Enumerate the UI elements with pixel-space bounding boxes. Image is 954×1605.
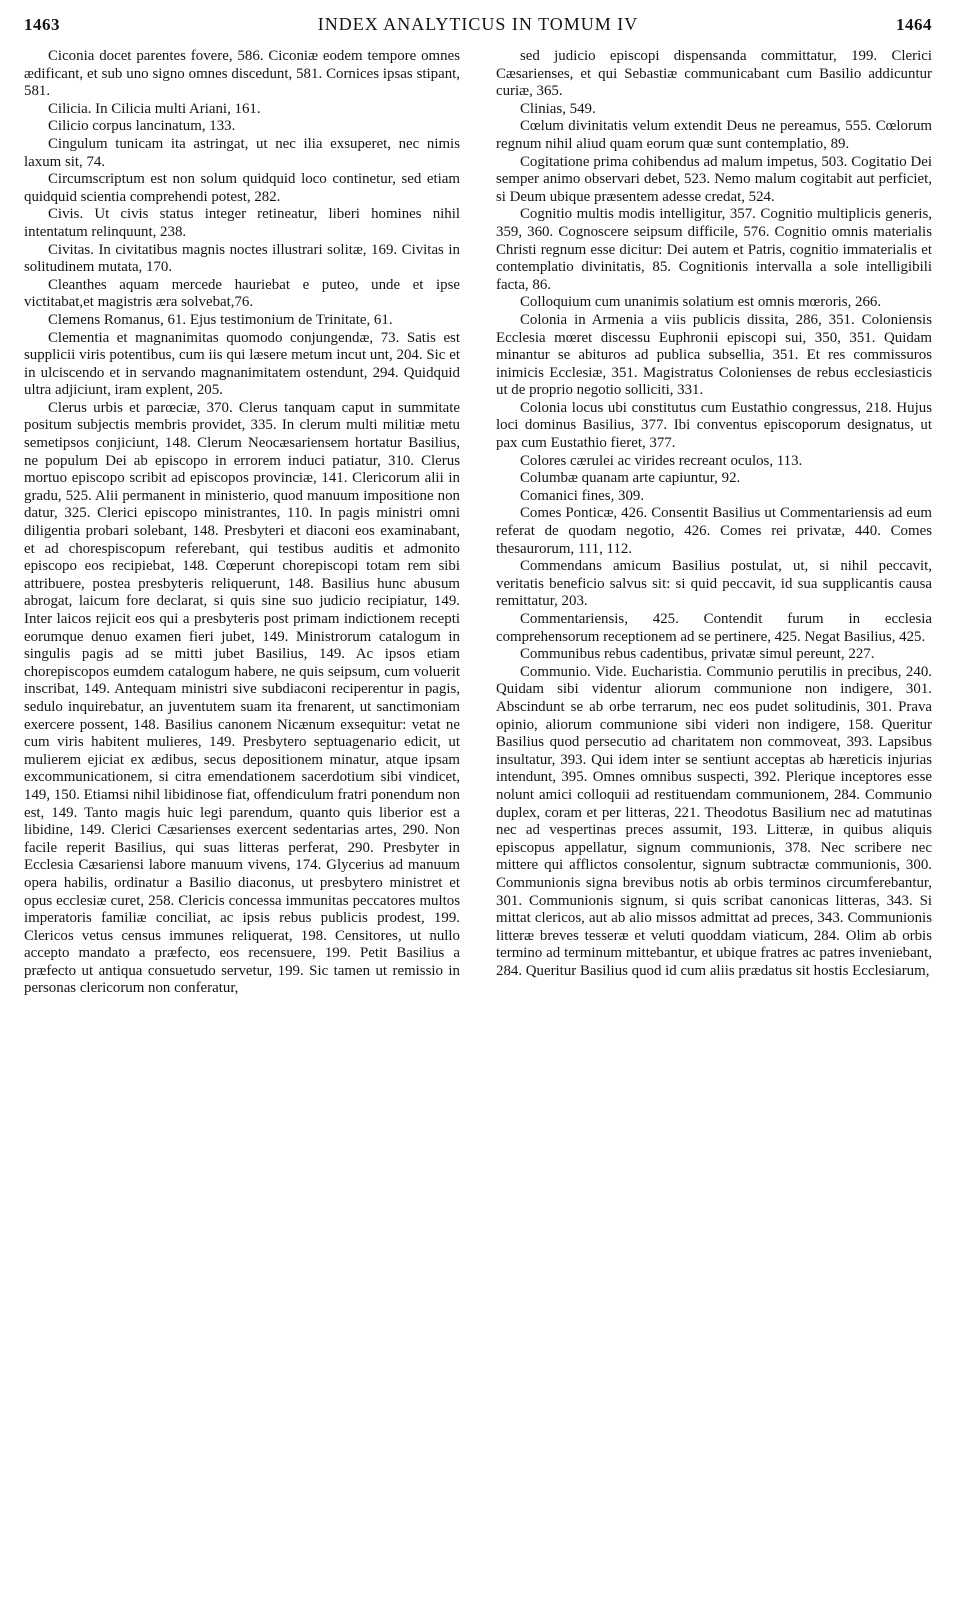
- index-entry: Cogitatione prima cohibendus ad malum impetus, 503. Cogitatio Dei semper animo observari debet, 523. Nemo malum cogitabit aut perficiet, si Deum ubique præsentem adesse credat, 524.: [496, 153, 932, 205]
- index-entry: Clinias, 549.: [520, 100, 596, 117]
- index-entry: Circumscriptum est non solum quidquid loco continetur, sed etiam quidquid scientia comprehendi potest, 282.: [24, 171, 460, 205]
- index-entry: Cingulum tunicam ita astringat, ut nec ilia exsuperet, nec nimis laxum sit, 74.: [24, 135, 460, 170]
- index-entry: Cilicia. In Cilicia multi Ariani, 161.: [48, 100, 261, 117]
- index-entry: Communio. Vide. Eucharistia. Communio perutilis in precibus, 240. Quidam sibi videntur aliorum communione non indigere, 301. Abscindunt se ab orbe terrarum, nec eos pudet solitudinis, 301. Prava opinio, aliorum communione sibi videri non indigere, 158. Queritur Basilius quod persecutio ad charitatem non commoveat, 393. Lapsibus insultatur, 393. Qui idem inter se sentiunt acceptas ab hæreticis injurias intendunt, 395. Omnes omnibus suspecti, 392. Plerique inceptores esse nolunt amici colloquii ad restituendam communionem, 284. Communio duplex, coram et per litteras, 221. Theodotus Basilium nec ad matutinas nec ad vespertinas preces assumit, 193. Litteræ, in quibus aliquis episcopus appellatur, signum communionis, 378. Nec scribere nec mittere qui afflictos consolentur, signum subtractæ communionis, 300. Communionis signa brevibus notis ab orbis terminos circumferebantur, 301. Communionis signum, si quis scribat canonicas litteras, 343. Si mittat clericos, aut ab alio missos admittat ad preces, 343. Communionis litteræ breves tesseræ et veluti quoddam viaticum, 284. Olim ab orbis termino ad terminum mittebantur, et ubique fratres ac patres inveniebant, 284. Queritur Basilius quod id cum aliis prædatus sit hostis Ecclesiarum,: [496, 663, 932, 979]
- index-entry: Communibus rebus cadentibus, privatæ simul pereunt, 227.: [520, 646, 875, 663]
- index-columns: [24, 48, 932, 998]
- index-entry: Cilicio corpus lancinatum, 133.: [48, 118, 236, 135]
- index-entry: Clemens Romanus, 61. Ejus testimonium de Trinitate, 61.: [48, 311, 393, 328]
- right-column: [496, 48, 932, 998]
- index-entry: Cognitio multis modis intelligitur, 357. Cognitio multiplicis generis, 359, 360. Cognoscere seipsum difficile, 576. Cognitio omnis materialis Christi regnum esse dicitur: Dei autem et Patris, cognitio immaterialis et contemplatio divinitatis, 85. Cognitionis intervalla a sole intelligibili facta, 86.: [496, 206, 932, 293]
- index-entry: Cleanthes aquam mercede hauriebat e puteo, unde et ipse victitabat,et magistris æra solvebat,76.: [24, 276, 460, 311]
- page-number-left: 1463: [24, 15, 60, 34]
- index-entry: Comanici fines, 309.: [520, 487, 645, 504]
- index-entry: Colonia in Armenia a viis publicis dissita, 286, 351. Coloniensis Ecclesia mœret discessu Euphronii episcopi sui, 350, 351. Quidam minantur se abituros ad publica subsellia, 351. Et res commissuros inimicis Ecclesiæ, 351. Magistratus Colonienses de rebus ecclesiasticis ut de proprio negotio solliciti, 331.: [496, 311, 932, 399]
- running-title: INDEX ANALYTICUS IN TOMUM IV: [317, 14, 639, 34]
- index-entry: Cœlum divinitatis velum extendit Deus ne pereamus, 555. Cœlorum regnum nihil aliud quam eorum quæ sunt contemplatio, 89.: [496, 118, 932, 152]
- index-entry: Ciconia docet parentes fovere, 586. Ciconiæ eodem tempore omnes ædificant, et sub uno signo omnes discedunt, 581. Cornices ipsas stipant, 581.: [24, 48, 460, 100]
- index-entry: Comes Ponticæ, 426. Consentit Basilius ut Commentariensis ad eum referat de quodam negotio, 426. Comes rei privatæ, 440. Comes thesaurorum, 111, 112.: [496, 505, 932, 557]
- left-column: [24, 48, 460, 998]
- index-entry: Colores cærulei ac virides recreant oculos, 113.: [520, 452, 803, 469]
- index-entry: Civitas. In civitatibus magnis noctes illustrari solitæ, 169. Civitas in solitudinem mutata, 170.: [24, 241, 460, 276]
- page-header: [24, 14, 932, 38]
- index-entry: sed judicio episcopi dispensanda committatur, 199. Clerici Cæsarienses, et qui Sebastiæ communicabant cum Basilio addicuntur curiæ, 365.: [496, 48, 932, 100]
- page-number-right: 1464: [896, 15, 932, 34]
- index-entry: Commentariensis, 425. Contendit furum in ecclesia comprehensorum receptionem ad se pertinere, 425. Negat Basilius, 425.: [496, 611, 932, 645]
- index-entry: Civis. Ut civis status integer retineatur, liberi homines nihil intentatum relinquunt, 238.: [24, 206, 460, 240]
- index-entry: Clerus urbis et parœciæ, 370. Clerus tanquam caput in summitate positum subjectis membris providet, 335. In clerum multi militiæ metu semetipsos conjiciunt, 148. Clerum Neocæsariensem hortatur Basilius, ne populum Dei ab episcopo in errorem induci patiatur, 310. Clerus mortuo episcopo scribit ad episcopos provinciæ, 141. Clericorum alii in gradu, 525. Alii permanent in ministerio, quod manuum impositione non datur, 325. Clerici episcopo ministrantes, 110. In pagis ministri omni diligentia probari solebant, 148. Presbyteri et diaconi eos examinabant, et ad chorespiscopum referebant, qui testibus auditis et admonito episcopo eos recipiebat, 148. Cœperunt chorepiscopi totam rem sibi attribuere, postea presbyteris reliquerunt, 148. Basilius hunc abusum abrogat, laicum fore declarat, si quis sine suo judicio recipiatur, 149. Inter laicos rejicit eos qui a presbyteris post primam indictionem recepti eorumque denuo examen fieri jubet, 149. Ministrorum catalogum in singulis pagis ad se mitti jubet Basilius, 149. Ac ipsos etiam chorepiscopos eumdem catalogum habere, ne quis seipsum, cum voluerit inscribat, 149. Antequam ministri sive subdiaconi reciperentur in pagis, sedulo inquirebatur, an juventutem suam ita frenarent, ut sanctimoniam exercere possent, 148. Basilius canonem Nicænum exsequitur: vetat ne cum viris habitent mulieres, 149. Presbytero septuagenario edicit, ut mulierem ejiciat ex ædibus, secus depositionem minatur, atque ipsam excommunicationem, si citra emendationem sacerdotium sibi vindicet, 149, 150. Etiamsi nihil libidinose fiat, offendiculum fratri ponendum non est, 149. Tanto magis huic legi parendum, quanto quis liberior est a libidine, 149. Clerici Cæsarienses exercent sedentarias artes, 290. Non facile reperit Basilius, qui suas litteras perferat, 290. Presbyter in Ecclesia Cæsariensi labore manuum vivens, 174. Glycerius ad manuum opera habilis, ordinatur a Basilio diaconus, ut presbytero ministret et opus ecclesiæ curet, 258. Clericis concessa immunitas peccatores multos imperatoris familiæ conciliat, ac ipsis rebus publicis prodest, 199. Clericos vetus census immunes reliquerat, 198. Censitores, ut nullo accepto mandato a præfecto, eos recensuere, 199. Petit Basilius a præfecto ut antiqua consuetudo servetur, 199. Sic tamen ut remissio in personas clericorum non conferatur,: [24, 399, 460, 997]
- index-entry: Colonia locus ubi constitutus cum Eustathio congressus, 218. Hujus loci dominus Basilius, 377. Ibi conventus episcoporum designatus, ut pax cum Eustathio fieret, 377.: [496, 399, 932, 452]
- index-entry: Colloquium cum unanimis solatium est omnis mœroris, 266.: [520, 294, 882, 311]
- index-entry: Commendans amicum Basilius postulat, ut, si nihil peccavit, veritatis beneficio salvus sit: si quid peccavit, id sua supplicantis causa remittatur, 203.: [496, 558, 932, 610]
- index-entry: Columbæ quanam arte capiuntur, 92.: [520, 470, 741, 487]
- index-entry: Clementia et magnanimitas quomodo conjungendæ, 73. Satis est supplicii viris potentibus, cum iis qui læsere metum incut unt, 204. Sic et in ulciscendo et in servando magnanimitatem ostendunt, 294. Quidquid ultra adjiciunt, iram explent, 205.: [24, 329, 460, 399]
